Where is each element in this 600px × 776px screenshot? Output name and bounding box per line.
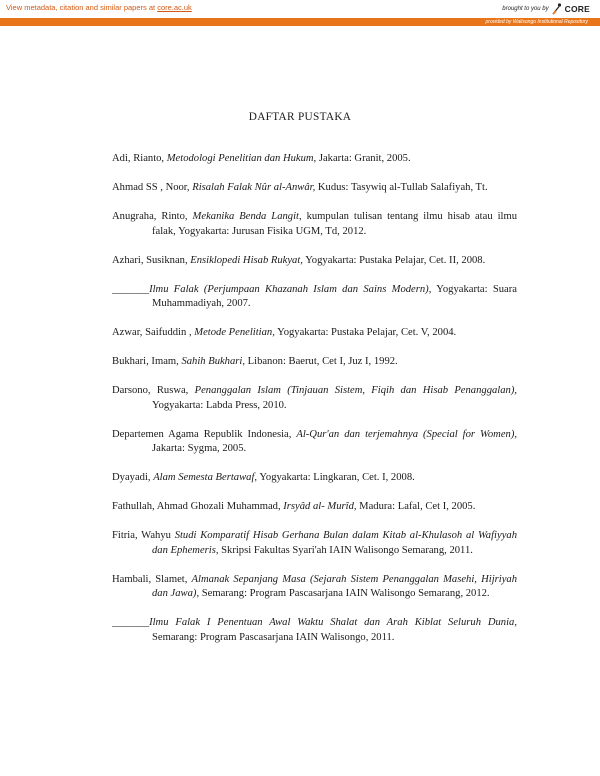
reference-entry <box>112 500 517 515</box>
reference-entry <box>112 152 517 167</box>
reference-publication: Yogyakarta: Labda Press, 2010. <box>152 399 287 411</box>
core-metadata-prefix: View metadata, citation and similar papers at <box>6 3 158 12</box>
reference-publication: Yogyakarta: Pustaka Pelajar, Cet. V, 2004. <box>274 327 457 338</box>
reference-entry <box>112 254 517 269</box>
core-logo-icon <box>552 3 562 15</box>
reference-title: Irsyâd al- Murîd, <box>283 501 357 512</box>
reference-author: Azwar, Saifuddin , <box>112 327 195 338</box>
core-logo-text: CORE <box>564 4 590 14</box>
reference-author: Dyayadi, <box>112 472 154 483</box>
reference-entry <box>112 283 517 312</box>
reference-title: Al-Qur'an dan terjemahnya (Special for Women), <box>296 428 517 440</box>
reference-entry <box>112 573 517 602</box>
reference-entry <box>112 384 517 413</box>
reference-author: Fathullah, Ahmad Ghozali Muhammad, <box>112 501 284 512</box>
reference-author: Anugraha, Rinto, <box>112 211 193 222</box>
reference-author: _______ <box>112 283 150 295</box>
reference-title: Risalah Falak Nûr al-Anwâr, <box>192 182 316 193</box>
reference-entry <box>112 529 517 558</box>
reference-entry <box>112 210 517 239</box>
reference-publication: , Semarang: Program Pascasarjana IAIN Walisongo Semarang, 2012. <box>196 588 490 599</box>
reference-publication: Semarang: Program Pascasarjana IAIN Walisongo, 2011. <box>152 631 395 643</box>
reference-title: Metodologi Penelitian dan Hukum <box>166 153 314 164</box>
core-metadata-link-line <box>6 3 192 12</box>
core-banner <box>0 0 600 18</box>
page-title: DAFTAR PUSTAKA <box>248 111 352 123</box>
reference-entry <box>112 428 517 457</box>
reference-entry <box>112 181 517 196</box>
provided-by-label: provided by Walisongo Institutional Repository <box>485 19 588 25</box>
reference-entry <box>112 616 517 645</box>
reference-entry <box>112 471 517 486</box>
reference-title: Ensiklopedi Hisab Rukyat, <box>190 254 303 266</box>
reference-publication: Skripsi Fakultas Syari'ah IAIN Walisongo Semarang, 2011. <box>218 544 473 556</box>
core-provided-strip <box>0 18 600 26</box>
reference-author: Hambali, Slamet, <box>112 573 192 585</box>
reference-title: Alam Semesta Bertawaf, <box>153 472 258 483</box>
core-branding[interactable] <box>502 1 590 17</box>
reference-author: Azhari, Susiknan, <box>112 254 191 266</box>
reference-publication: , Yogyakarta: Suara Muhammadiyah, 2007. <box>152 283 517 309</box>
reference-publication: Yogyakarta: Pustaka Pelajar, Cet. II, 2008. <box>302 254 486 266</box>
reference-author: Ahmad SS , Noor, <box>112 182 193 193</box>
reference-author: Adi, Rianto, <box>112 153 167 164</box>
reference-publication: Yogyakarta: Lingkaran, Cet. I, 2008. <box>257 472 415 483</box>
reference-publication: , Jakarta: Granit, 2005. <box>313 153 411 164</box>
reference-publication: Madura: Lafal, Cet I, 2005. <box>356 501 476 512</box>
reference-list <box>112 152 517 660</box>
reference-title: Metode Penelitian, <box>194 327 275 338</box>
reference-author: Bukhari, Imam, <box>112 356 182 367</box>
reference-publication: Libanon: Baerut, Cet I, Juz I, 1992. <box>245 356 398 367</box>
reference-publication: , kumpulan tulisan tentang ilmu hisab atau ilmu falak, Yogyakarta: Jurusan Fisika UGM, Td, 2012. <box>152 211 517 237</box>
reference-author: Fitria, Wahyu <box>112 530 175 541</box>
reference-title: Ilmu Falak I Penentuan Awal Waktu Shalat dan Arah Kiblat Seluruh Dunia, <box>149 617 517 628</box>
reference-entry <box>112 355 517 370</box>
core-ac-uk-link[interactable]: core.ac.uk <box>157 3 192 12</box>
reference-title: Almanak Sepanjang Masa (Sejarah Sistem Penanggalan Masehi, Hijriyah dan Jawa) <box>152 573 518 599</box>
reference-author: Darsono, Ruswa, <box>112 385 195 396</box>
reference-author: _______ <box>112 617 150 628</box>
reference-title: Ilmu Falak (Perjumpaan Khazanah Islam dan Sains Modern) <box>149 283 429 295</box>
reference-title: Mekanika Benda Langit <box>192 211 299 222</box>
reference-publication: Kudus: Tasywiq al-Tullab Salafiyah, Tt. <box>315 182 488 193</box>
reference-publication: Jakarta: Sygma, 2005. <box>152 443 247 454</box>
reference-title: Studi Komparatif Hisab Gerhana Bulan dalam Kitab al-Khulasoh al Wafiyyah dan Ephemeris, <box>152 530 517 556</box>
reference-entry <box>112 326 517 341</box>
brought-to-you-by-label: brought to you by <box>502 6 549 12</box>
reference-title: Penanggalan Islam (Tinjauan Sistem, Fiqih dan Hisab Penanggalan), <box>194 385 517 396</box>
reference-author: Departemen Agama Republik Indonesia, <box>112 428 297 440</box>
reference-title: Sahih Bukhari, <box>181 356 245 367</box>
